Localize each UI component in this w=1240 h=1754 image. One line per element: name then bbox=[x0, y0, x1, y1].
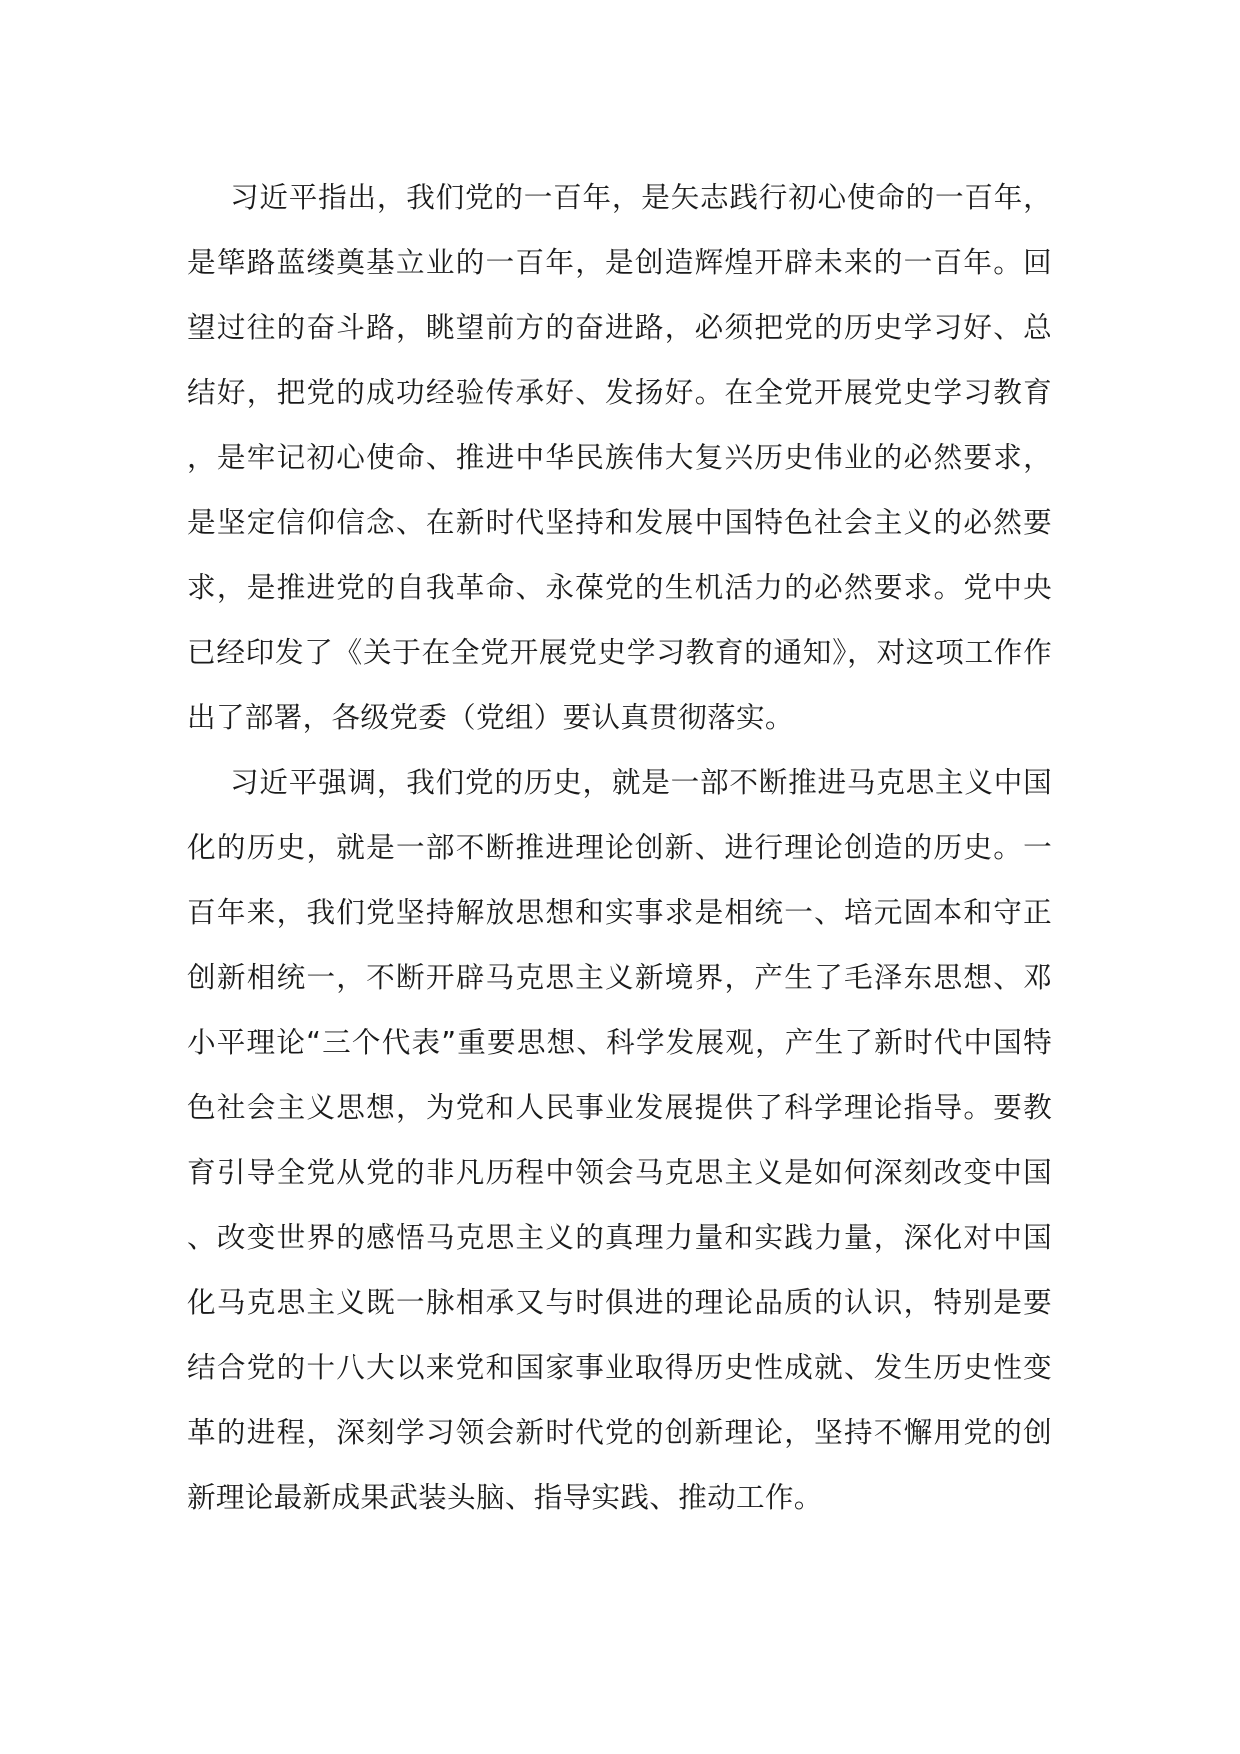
document-body bbox=[187, 165, 1052, 1530]
paragraph-1: 习近平指出，我们党的一百年，是矢志践行初心使命的一百年，是筚路蓝缕奠基立业的一百年，是创造辉煌开辟未来的一百年。回望过往的奋斗路，眺望前方的奋进路，必须把党的历史学习好、总结好，把党的成功经验传承好、发扬好。在全党开展党史学习教育，是牢记初心使命、推进中华民族伟大复兴历史伟业的必然要求，是坚定信仰信念、在新时代坚持和发展中国特色社会主义的必然要求，是推进党的自我革命、永葆党的生机活力的必然要求。党中央已经印发了《关于在全党开展党史学习教育的通知》，对这项工作作出了部署，各级党委（党组）要认真贯彻落实。 bbox=[187, 180, 1052, 734]
paragraph-2: 习近平强调，我们党的历史，就是一部不断推进马克思主义中国化的历史，就是一部不断推进理论创新、进行理论创造的历史。一百年来，我们党坚持解放思想和实事求是相统一、培元固本和守正创新相统一，不断开辟马克思主义新境界，产生了毛泽东思想、邓小平理论“三个代表”重要思想、科学发展观，产生了新时代中国特色社会主义思想，为党和人民事业发展提供了科学理论指导。要教育引导全党从党的非凡历程中领会马克思主义是如何深刻改变中国、改变世界的感悟马克思主义的真理力量和实践力量，深化对中国化马克思主义既一脉相承又与时俱进的理论品质的认识，特别是要结合党的十八大以来党和国家事业取得历史性成就、发生历史性变革的进程，深刻学习领会新时代党的创新理论，坚持不懈用党的创新理论最新成果武装头脑、指导实践、推动工作。 bbox=[187, 765, 1052, 1514]
